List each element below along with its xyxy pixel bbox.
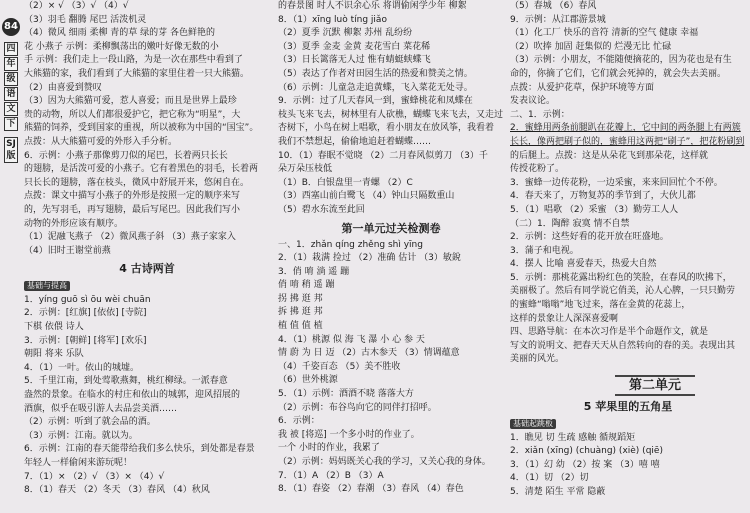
answer-line: 7．（1）× （2）√ （3）× （4）√ bbox=[24, 471, 165, 482]
page-number: 84 bbox=[2, 18, 20, 36]
answer-line: （1）泥融飞燕子 （2）微风燕子斜 （3）燕子家家入 bbox=[24, 232, 236, 243]
answer-line: 我 被 [将巡] 一个多小时的作业了。 bbox=[278, 429, 420, 440]
answer-line: （3）示例：江南。就以为。 bbox=[24, 430, 138, 441]
book-title-vertical bbox=[4, 42, 18, 164]
answer-line: （5）春城 （6）春风 bbox=[510, 1, 597, 11]
answer-line: （2）由喜爱到赞叹 bbox=[24, 82, 102, 93]
answer-line: 的后腿上。点拨：这是从朵花飞到那朵花，这样就 bbox=[510, 150, 709, 161]
answer-line: 一、1．zhǎn qíng zhěng shì yīng bbox=[278, 239, 423, 250]
answer-line: 拐 拂 逛 邦 bbox=[278, 293, 323, 304]
answer-line: （4）旧时王谢堂前燕 bbox=[24, 245, 111, 256]
answer-line: （3）因为大熊猫可爱，惹人喜爱；而且是世界上最珍 bbox=[24, 96, 237, 107]
answer-column-1 bbox=[24, 0, 270, 513]
answer-line: 9．示例：过了几天春风一到，蜜蜂桃花和凤蝶在 bbox=[278, 96, 473, 107]
answer-line: （2）吹捧 加固 赶集似的 烂漫无比 忙碌 bbox=[510, 41, 672, 52]
answer-line: 4．摆人 比喻 喜爱春天，热爱大自然 bbox=[510, 259, 657, 270]
answer-line: 的，先写羽毛，再写翅膀，最后写尾巴。因此我们写小 bbox=[24, 204, 241, 215]
answer-line: 4．（1）桃源 似 海 飞 瀑 小 心 参 天 bbox=[278, 334, 425, 345]
answer-line: 一个 小时的作业，我累了 bbox=[278, 443, 380, 454]
lesson-title: 5 苹果里的五角星 bbox=[583, 400, 673, 413]
answer-line: （2）示例：布谷鸟向它的同伴打招呼。 bbox=[278, 402, 437, 413]
page-spine bbox=[0, 0, 20, 513]
answer-line: 5．（1）唱歌 （2）采蜜 （3）勤劳工人人 bbox=[510, 204, 679, 215]
title-char: 四 bbox=[4, 42, 18, 56]
answer-line: 熊猫的饲养，受到国家的重视，所以被称为中国的“国宝”。 bbox=[24, 123, 259, 134]
test-title: 第一单元过关检测卷 bbox=[341, 221, 441, 235]
answer-line: 8．（1）春姿 （2）春潮 （3）春风 （4）春色 bbox=[278, 484, 464, 495]
answer-line: （6）世外桃源 bbox=[278, 375, 338, 386]
answer-line: 花 小燕子 示例：柔柳飘荡出的嫩叶好像无数的小 bbox=[24, 41, 219, 52]
answer-line: 这样的景象让人深深喜爱啊 bbox=[510, 313, 619, 324]
answer-line: 6．示例： bbox=[278, 416, 320, 427]
answer-line: （1）B．白银盘里一青螺 （2）C bbox=[278, 177, 413, 188]
answer-line: 点拨：从爱护花草，保护环境等方面 bbox=[510, 82, 655, 93]
answer-line: 传授花粉了。 bbox=[510, 164, 565, 175]
answer-line: 2．xiǎn (xīng) (chuàng) (xiè) (qiē) bbox=[510, 446, 663, 457]
answer-line: 的翅膀，是活泼可爱的小燕子。它有着黑色的羽毛，长着两 bbox=[24, 164, 259, 175]
answer-line: （6）示例：儿童急走追黄蝶，飞入菜花无处寻。 bbox=[278, 82, 473, 93]
answer-line: 美丽极了。然后有同学说它俏美，沁人心脾，一只只勤劳 bbox=[510, 286, 736, 297]
answer-line: （4）微风 细雨 柔柳 青的草 绿的芽 各色鲜艳的 bbox=[24, 28, 216, 39]
answer-line: 下棋 依偎 诗人 bbox=[24, 322, 84, 333]
answer-line: （2）× √ （3）√ （4）√ bbox=[24, 1, 129, 11]
answer-line: 5．千里江南，到处莺歌燕舞，桃红柳绿。一派春意 bbox=[24, 376, 228, 387]
title-char: 语 bbox=[4, 87, 18, 101]
answer-line: 点拨：从大熊猫可爱的外形入手分析。 bbox=[24, 136, 178, 147]
answer-line: 的蜜蜂“嗡嗡”地飞过来，落在金黄的花蕊上， bbox=[510, 300, 691, 311]
answer-column-3-lower bbox=[510, 396, 746, 513]
answer-line: （1）化工厂 快乐的音符 清新的空气 健康 幸福 bbox=[510, 28, 699, 39]
answer-line: 5．清楚 陌生 平常 隐蔽 bbox=[510, 486, 606, 497]
title-char: 文 bbox=[4, 102, 18, 116]
answer-line: 植 值 值 植 bbox=[278, 321, 323, 332]
answer-line: 4．（1）一叶。依山的城墟。 bbox=[24, 362, 139, 373]
answer-line: 贵的动物，所以人们都很爱护它，把它称为“明星”，大 bbox=[24, 109, 241, 120]
answer-line: 1．yíng guō sì ōu wèi chuān bbox=[24, 294, 151, 305]
title-char: 级 bbox=[4, 72, 18, 86]
answer-line: 3．示例：[朝鲜] [将军] [欢乐] bbox=[24, 335, 147, 346]
answer-line: （3）羽毛 翻腾 尾巴 活泼机灵 bbox=[24, 14, 147, 25]
answer-line: 8．（1）xīng luò tíng jiǎo bbox=[278, 14, 387, 25]
answer-line: （2）示例：听到了就会品的酒。 bbox=[24, 417, 156, 428]
answer-line: 的春景图 时人不识余心乐 将谓偷闲学少年 柳絮 bbox=[278, 1, 467, 11]
answer-line: （5）表达了作者对田园生活的热爱和赞美之情。 bbox=[278, 68, 473, 79]
answer-line: 3．蜜蜂一边传花粉，一边采蜜，来来回回忙个不停。 bbox=[510, 177, 723, 188]
answer-line: 2．（1）栽满 捡过 （2）准确 估计 （3）敏銳 bbox=[278, 253, 461, 264]
answer-line: 5．（1）示例：酒酒不晓 落落大方 bbox=[278, 389, 414, 400]
answer-line: 7．（1）A （2）B （3）A bbox=[278, 470, 384, 481]
answer-line: 2．示例：这些好看的花开放在旺盛地。 bbox=[510, 232, 669, 243]
answer-line: 10．（1）春眠不觉晓 （2）二月春风似剪刀 （3）千 bbox=[278, 150, 488, 161]
answer-line: （3）示例：小朋友，不能随便摘花的，因为花也是有生 bbox=[510, 55, 732, 66]
answer-line: 3．（1）幻 幼 （2）按 案 （3）嘻 嘻 bbox=[510, 459, 660, 470]
answer-line: 4．春天来了，万物复苏的季节到了，大伙儿都 bbox=[510, 191, 696, 202]
answer-line: （3）夏季 金麦 金黄 麦花雪白 菜花稀 bbox=[278, 41, 431, 52]
section-tag: 基础与提高 bbox=[24, 281, 70, 291]
answer-line: 3．蒲子和电视。 bbox=[510, 245, 579, 256]
title-char: 年 bbox=[4, 57, 18, 71]
answer-line: 情 蔚 为 日 迈 （2）古木参天 （3）情调蕴意 bbox=[278, 348, 460, 359]
unit-title bbox=[565, 374, 745, 396]
answer-line: 动物的外形应该有顺序。 bbox=[24, 218, 124, 229]
answer-line: 3．俏 唷 淌 遥 蹦 bbox=[278, 266, 350, 277]
answer-line: 我们不禁想起，偷偷地追赶着蝴蝶…… bbox=[278, 136, 432, 147]
answer-line: 点拨：课文中描写小燕子的外形是按照一定的顺序来写 bbox=[24, 191, 241, 202]
answer-line: 只长长的翅膀，落在枝头，微风中舒展开来，悠闲自在。 bbox=[24, 177, 250, 188]
answer-line: （2）示例：妈妈既关心我的学习，又关心我的身体。 bbox=[278, 457, 491, 467]
answer-line: 枝头飞来飞去，树林里有人砍樵，蝴蝶飞来飞去，又走过 bbox=[278, 109, 504, 120]
answer-line: 四、思路导航：在本次习作是半个命题作文，就是 bbox=[510, 327, 709, 338]
unit-title-text: 第二单元 bbox=[615, 375, 695, 396]
answer-line: 5．示例：那桃花露出粉红色的笑脸，在春风的吹拂下， bbox=[510, 272, 732, 283]
answer-line: 写文的说明文、把春天天从自然转向的春的美。表现出其 bbox=[510, 340, 736, 351]
answer-line: 杏树下，小鸟在树上唱歌，看小朋友在放风筝，我看着 bbox=[278, 123, 495, 134]
answer-line: （3）西塞山前白鹭飞 （4）钟山只隔数重山 bbox=[278, 191, 455, 202]
answer-line: 手 示例：我们走上一段山路，为是一次在那些中看到了 bbox=[24, 55, 243, 66]
answer-line: （4）千姿百态 （5）美不胜收 bbox=[278, 361, 401, 372]
answer-line: （5）碧水东流至此回 bbox=[278, 204, 365, 215]
answer-line: （二）1．陶醉 寂寞 情不自禁 bbox=[510, 218, 630, 229]
answer-line: 美丽的风光。 bbox=[510, 354, 565, 365]
section-tag: 基础起跳板 bbox=[510, 419, 556, 429]
answer-line: 朝阳 将来 乐队 bbox=[24, 349, 84, 360]
answer-line: 酒旗，似乎在吸引游人去品尝美酒…… bbox=[24, 403, 178, 414]
answer-line: 6．示例：小燕子那像剪刀似的尾巴，长着两只长长 bbox=[24, 150, 228, 161]
answer-line: 4．（1）切 （2）切 bbox=[510, 473, 589, 484]
answer-column-2 bbox=[278, 0, 504, 513]
answer-line: 命的，你摘了它们，它们就会死掉的，就会失去美丽。 bbox=[510, 68, 727, 79]
answer-line: 年轻人一样偷闲来游玩呢！ bbox=[24, 458, 133, 468]
edition-label: SJ版 bbox=[4, 137, 18, 163]
answer-line: 盎然的景象。在临水的村庄和依山的城郭，迎风招展的 bbox=[24, 390, 241, 401]
answer-line: 8．（1）春天 （2）冬天 （3）春风 （4）秋风 bbox=[24, 485, 210, 496]
answer-line: 拆 拂 逛 邦 bbox=[278, 307, 323, 318]
answer-line: 二、1．示例： bbox=[510, 109, 570, 120]
answer-line: 2．示例：[红旗] [依依] [寺院] bbox=[24, 308, 147, 319]
answer-line: 发表议论。 bbox=[510, 96, 556, 107]
answer-line: 6．示例：江南的春天能带给我们多么快乐，到处都是春景 bbox=[24, 444, 255, 455]
lesson-title: 4 古诗两首 bbox=[119, 262, 175, 276]
answer-line: 俏 唷 稍 遥 蹦 bbox=[278, 280, 335, 291]
answer-line: （2）夏季 沉默 柳絮 苏州 乱纷纷 bbox=[278, 28, 413, 39]
answer-line: 2．蜜蜂用两条前腿趴在花瓣上，它中间的两条腿上有两簇 bbox=[510, 123, 741, 134]
answer-line: 9．示例：从江郡游景城 bbox=[510, 14, 606, 25]
title-char: 下 bbox=[4, 117, 18, 131]
answer-line: 大熊猫的家，我们看到了大熊猫的家里住着一只大熊猫。 bbox=[24, 68, 250, 79]
answer-line: （3）日长篱落无人过 惟有蜻蜓蛱蝶飞 bbox=[278, 55, 431, 66]
answer-line: 1．瞧见 切 生疏 感触 循规蹈矩 bbox=[510, 432, 636, 443]
answer-line: 长长，像两把刷子似的，蜜蜂用这两把“刷子”，把花粉刷到 bbox=[510, 136, 745, 147]
answer-line: 朵万朵压枝低 bbox=[278, 164, 333, 175]
